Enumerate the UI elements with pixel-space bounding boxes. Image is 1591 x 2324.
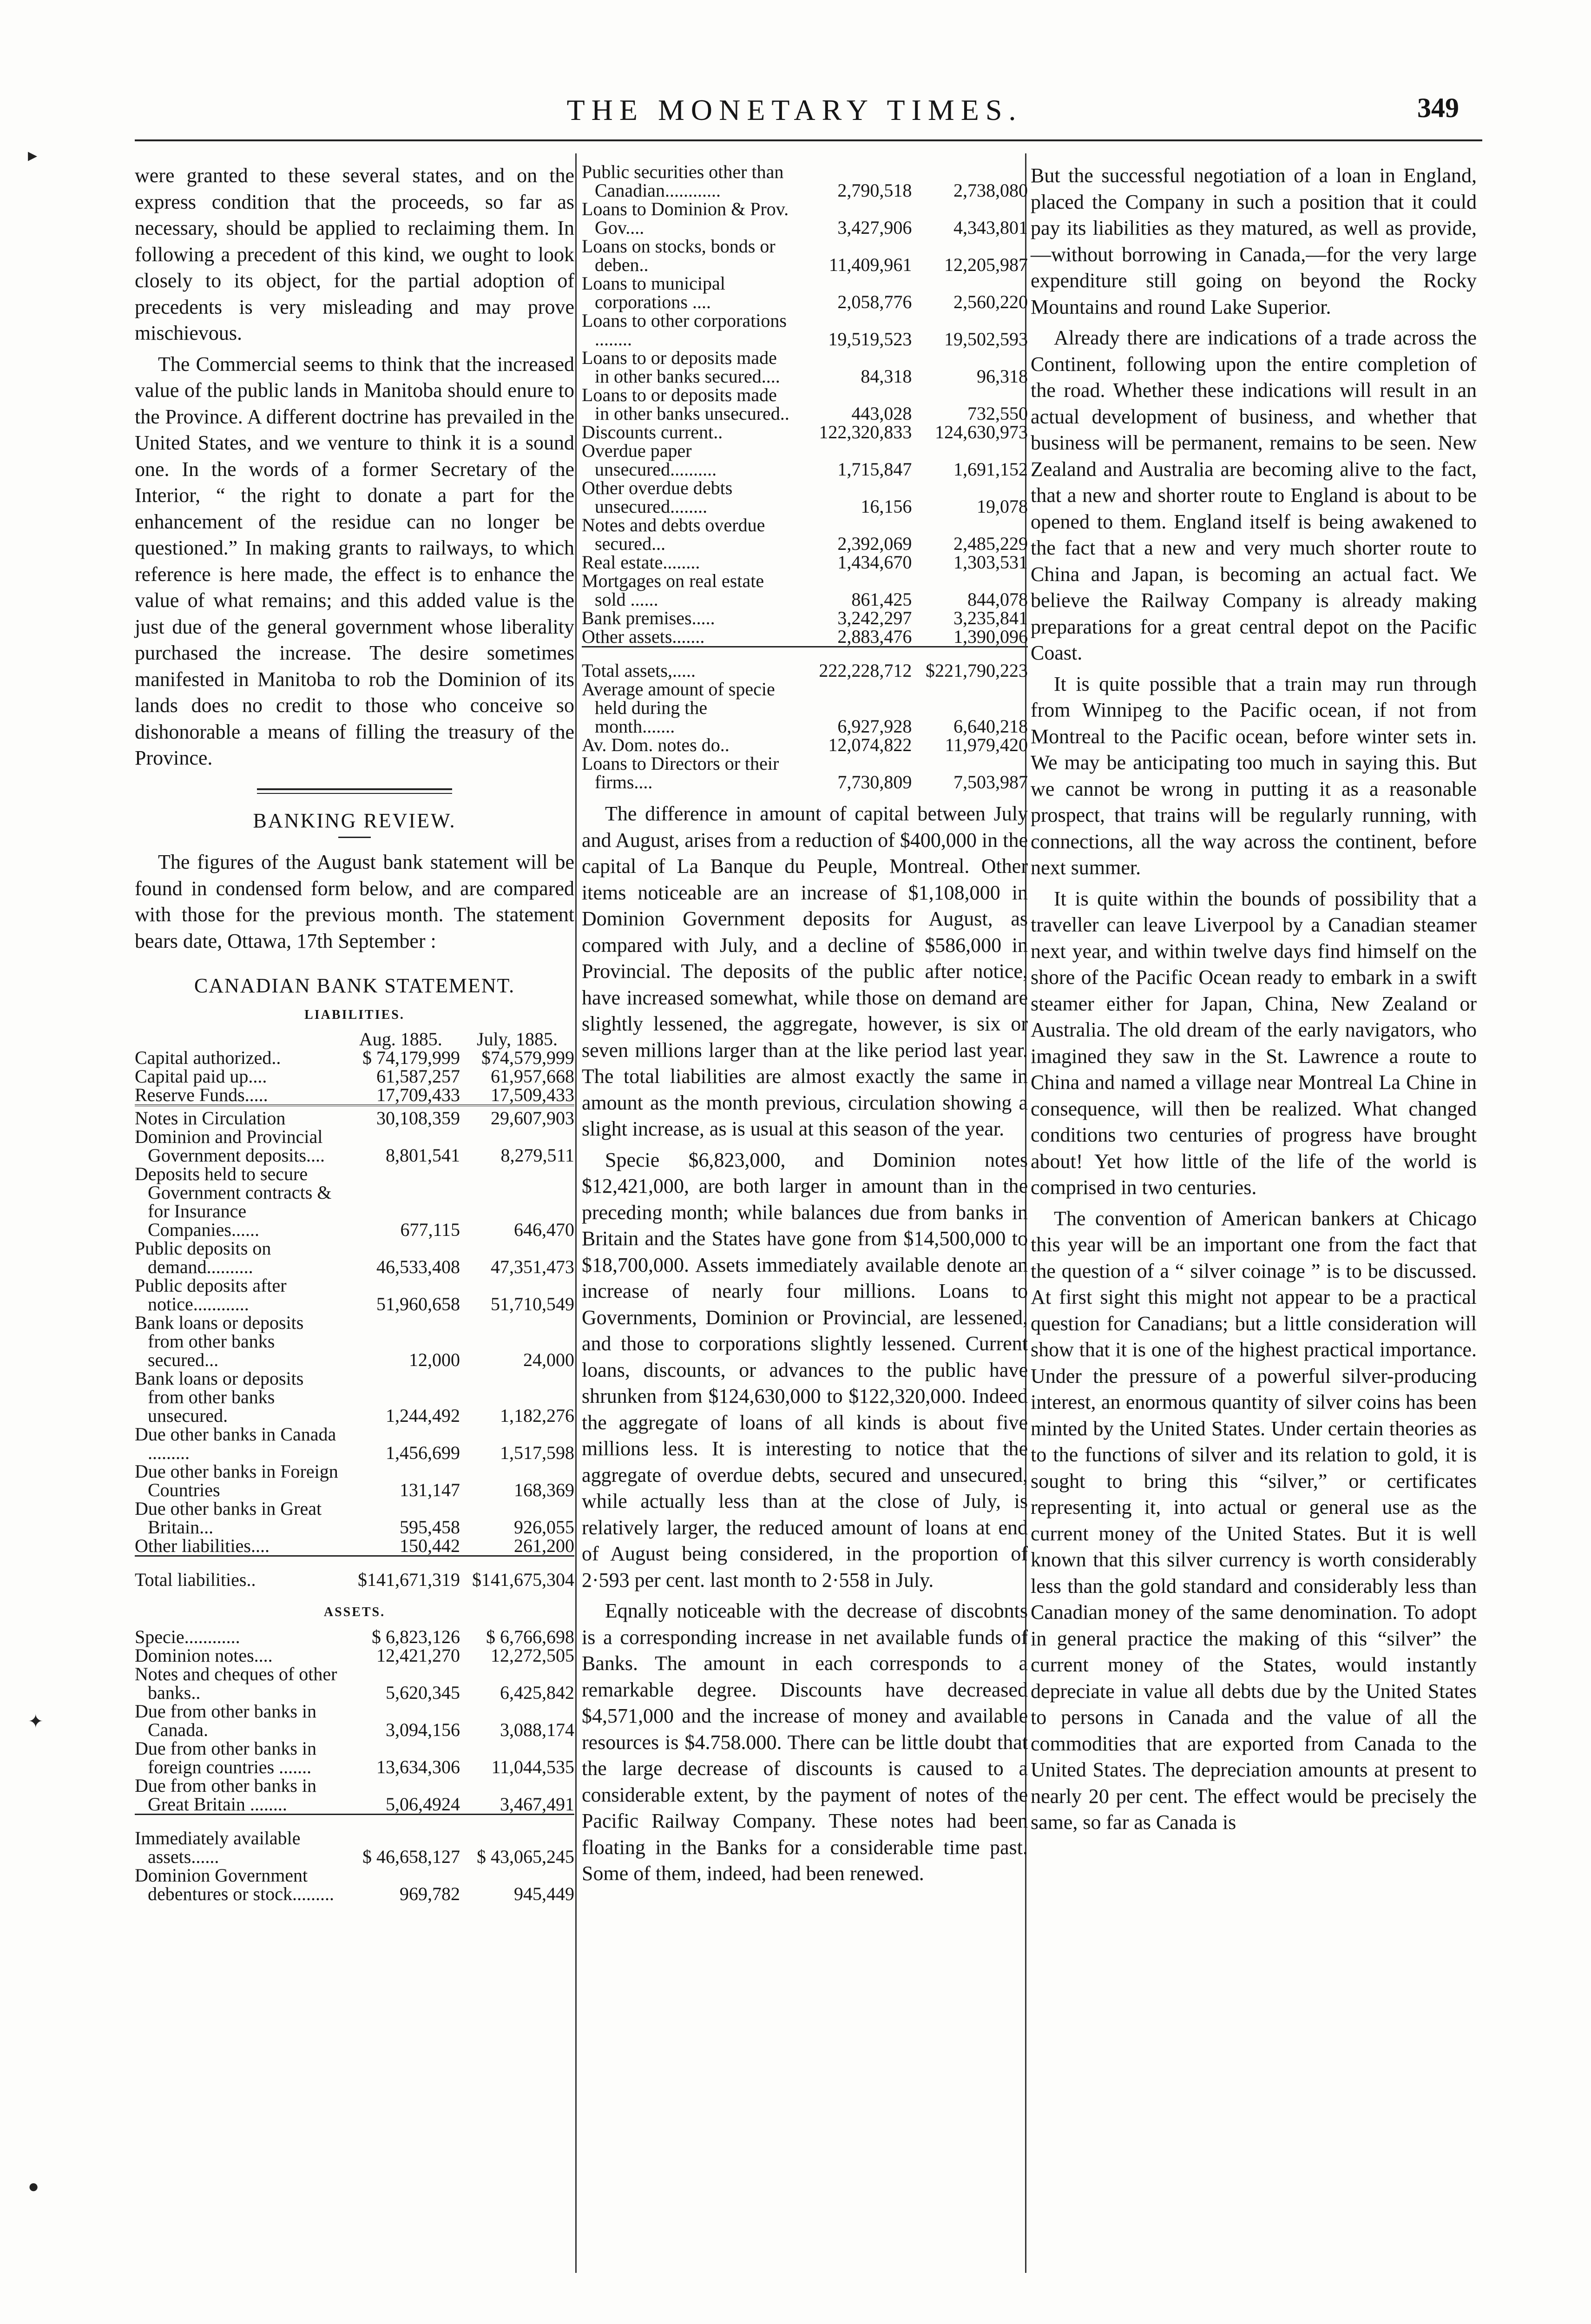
value-jul: $ 6,766,698 xyxy=(486,1626,574,1647)
value-aug: 5,620,345 xyxy=(386,1682,460,1703)
row-label: Dominion notes.... xyxy=(135,1644,273,1666)
row-label: Due from other banks in foreign countries ....... xyxy=(135,1737,317,1777)
assets-heading: ASSETS. xyxy=(323,1605,386,1619)
value-jul: 1,182,276 xyxy=(500,1405,574,1426)
value-aug: 1,456,699 xyxy=(386,1442,460,1463)
assets-table-part1 xyxy=(135,1628,574,1903)
table-row xyxy=(135,1086,574,1105)
article-paragraph: The convention of American bankers at Chicago this year will be an important one from the fact that the question of a “ silver coinage ” is to be discussed. At first sight this might not appear to be a practical question for Canadians; but a little consideration will show that it is one of the highest practical importance. Under the pressure of a powerful silver-producing interest, an enormous quantity of silver coins has been minted by the United States. Under certain theories as to the functions of silver and its relation to gold, it is sought to bring this “silver,” or certificates representing it, into actual or general use as the current money of the United States. But it is well known that this silver currency is worth considerably less than the gold standard and considerably less than Canadian money of the same denomination. To adopt in general practice the making of this “silver” the current money of the States, would instantly depreciate in value all debts due by the United States to persons in Canada and the value of all the commodities that are exported from Canada to the United States. The depreciation amounts at present to nearly 20 per cent. The effect would be precisely the same, so far as Canada is xyxy=(1031,1207,1477,1834)
value-jul: $74,579,999 xyxy=(481,1047,574,1068)
value-jul: $141,675,304 xyxy=(460,1556,574,1590)
row-label: Loans to Dominion & Prov. Gov.... xyxy=(582,198,789,238)
margin-mark-bottom: ● xyxy=(28,2176,39,2197)
article-paragraph: It is quite possible that a train may run through from Winnipeg to the Pacific ocean, if not from Montreal to the Pacific ocean, before winter sets in. We may be anticipating too much in saying this. But we cannot be wrong in putting it as a reasonable prospect, that trains will be regularly running, with connections, all the way across the continent, before next summer. xyxy=(1031,672,1477,879)
value-jul: 47,351,473 xyxy=(491,1256,574,1277)
row-label: Average amount of specie held during the month....... xyxy=(582,679,775,737)
row-label: Reserve Funds..... xyxy=(135,1084,268,1105)
table-row xyxy=(582,627,1028,647)
margin-mark-middle: ✦ xyxy=(28,1711,44,1732)
value-jul: 3,088,174 xyxy=(500,1719,574,1740)
table-header-row xyxy=(135,1030,574,1049)
table-row xyxy=(582,516,1028,553)
value-aug: 2,790,518 xyxy=(837,180,912,201)
header-jul: July, 1885. xyxy=(476,1029,558,1050)
row-label: Loans on stocks, bonds or deben.. xyxy=(582,236,776,275)
table-row xyxy=(582,647,1028,680)
table-row xyxy=(582,200,1028,237)
table-row xyxy=(582,553,1028,572)
value-aug: 3,242,297 xyxy=(837,607,912,628)
table-row xyxy=(582,572,1028,609)
value-jul: 11,979,420 xyxy=(945,734,1028,755)
value-jul: 926,055 xyxy=(514,1517,574,1538)
article-paragraph: were granted to these several states, and on the express condition that the proceeds, so far as necessary, should be applied to reclaiming them. In following a precedent of this kind, we ought to look closely to its object, for the partial adoption of precedents is very misleading and may prove mischievous. xyxy=(135,164,574,344)
row-label: Other liabilities.... xyxy=(135,1535,270,1556)
table-row xyxy=(135,1866,574,1903)
value-aug: 3,094,156 xyxy=(386,1719,460,1740)
row-label: Capital authorized.. xyxy=(135,1047,281,1068)
table-row xyxy=(582,163,1028,200)
row-label: Immediately available assets...... xyxy=(135,1814,342,1866)
value-aug: 1,434,670 xyxy=(837,552,912,573)
table-row xyxy=(135,1556,574,1590)
value-aug: 17,709,433 xyxy=(376,1084,460,1105)
value-aug: 677,115 xyxy=(400,1219,460,1240)
table-row xyxy=(582,442,1028,479)
value-jul: 1,517,598 xyxy=(500,1442,574,1463)
value-jul: 12,205,987 xyxy=(944,254,1028,275)
value-aug: $ 46,658,127 xyxy=(342,1814,460,1866)
table-row xyxy=(582,423,1028,442)
value-jul: 732,550 xyxy=(967,403,1028,424)
margin-mark-top: ▸ xyxy=(28,145,38,165)
table-row xyxy=(582,386,1028,423)
table-row xyxy=(582,680,1028,736)
assets-table-part2 xyxy=(582,163,1028,792)
row-label: Capital paid up.... xyxy=(135,1066,267,1087)
value-aug: 5,06,4924 xyxy=(386,1793,460,1815)
value-jul: 51,710,549 xyxy=(491,1294,574,1314)
value-aug: 2,058,776 xyxy=(837,291,912,312)
value-aug: 11,409,961 xyxy=(828,254,912,275)
value-jul: 8,279,511 xyxy=(500,1145,574,1166)
row-label: Notes and cheques of other banks.. xyxy=(135,1663,337,1703)
row-label: Specie............ xyxy=(135,1626,240,1647)
value-aug: 3,427,906 xyxy=(837,217,912,238)
value-jul: 261,200 xyxy=(514,1535,574,1556)
value-jul: 646,470 xyxy=(514,1219,574,1240)
value-aug: $ 74,179,999 xyxy=(362,1047,460,1068)
table-row xyxy=(135,1067,574,1086)
value-aug: 222,228,712 xyxy=(791,647,912,680)
value-jul: 6,425,842 xyxy=(500,1682,574,1703)
table-row xyxy=(582,479,1028,516)
table-row xyxy=(582,274,1028,311)
value-aug: 2,883,476 xyxy=(837,626,912,647)
value-jul: 124,630,973 xyxy=(935,422,1028,442)
value-jul: $221,790,223 xyxy=(912,647,1028,680)
row-label: Loans to other corporations ........ xyxy=(582,310,787,350)
value-aug: 46,533,408 xyxy=(376,1256,460,1277)
table-row xyxy=(582,754,1028,792)
row-label: Loans to or deposits made in other banks secured.... xyxy=(582,347,780,387)
value-jul: 2,560,220 xyxy=(953,291,1028,312)
value-jul: $ 43,065,245 xyxy=(460,1814,574,1866)
value-jul: 844,078 xyxy=(967,589,1028,610)
value-jul: 2,738,080 xyxy=(953,180,1028,201)
row-label: Due from other banks in Canada. xyxy=(135,1700,317,1740)
column-3 xyxy=(1031,163,1477,1841)
row-label: Due other banks in Foreign Countries xyxy=(135,1461,338,1500)
value-jul: 4,343,801 xyxy=(953,217,1028,238)
table-row xyxy=(135,1276,574,1314)
row-label: Other overdue debts unsecured........ xyxy=(582,477,733,517)
value-jul: 168,369 xyxy=(514,1479,574,1500)
row-label: Other assets....... xyxy=(582,626,705,647)
table-row xyxy=(135,1537,574,1556)
row-label: Total liabilities.. xyxy=(135,1556,342,1590)
row-label: Due other banks in Great Britain... xyxy=(135,1498,322,1538)
header-aug: Aug. 1885. xyxy=(359,1029,442,1050)
table-row xyxy=(135,1739,574,1776)
value-aug: 12,074,822 xyxy=(828,734,912,755)
intro-paragraph: The figures of the August bank statement will be found in condensed form below, and are compared with those for the previous month. The statement bears date, Ottawa, 17th September : xyxy=(135,851,574,952)
row-label: Overdue paper unsecured.......... xyxy=(582,440,717,480)
value-aug: 969,782 xyxy=(400,1883,460,1904)
row-label: Due from other banks in Great Britain ........ xyxy=(135,1775,317,1815)
value-aug: 150,442 xyxy=(400,1535,460,1556)
article-paragraph: It is quite within the bounds of possibility that a traveller can leave Liverpool by a Canadian steamer next year, and within twelve days find himself on the shore of the Pacific Ocean ready to embark in a swift steamer either for Japan, China, New Zealand or Australia. The old dream of the early navigators, who imagined they saw in the St. Lawrence a route to China and named a village near Montreal La Chine in consequence, will then be realized. What changed conditions two centuries of progress have brought about! Yet how little of the life of the world is comprised in two centuries. xyxy=(1031,887,1477,1199)
row-label: Bank loans or deposits from other banks secured... xyxy=(135,1312,304,1370)
table-row xyxy=(135,1665,574,1702)
table-row xyxy=(582,349,1028,386)
value-aug: 122,320,833 xyxy=(819,422,912,442)
value-jul: 6,640,218 xyxy=(953,716,1028,737)
value-jul: 19,502,593 xyxy=(944,329,1028,350)
row-label: Dominion and Provincial Government deposits.... xyxy=(135,1126,325,1166)
row-label: Notes in Circulation xyxy=(135,1105,342,1128)
column-1 xyxy=(135,163,574,1903)
title-rule xyxy=(338,837,371,838)
value-aug: 12,000 xyxy=(409,1349,460,1370)
value-aug: 30,108,359 xyxy=(342,1105,460,1128)
header-rule xyxy=(135,139,1482,141)
value-aug: $ 6,823,126 xyxy=(372,1626,460,1647)
value-jul: 29,607,903 xyxy=(460,1105,574,1128)
row-label: Public deposits on demand.......... xyxy=(135,1238,271,1277)
value-aug: 8,801,541 xyxy=(386,1145,460,1166)
article-paragraph: Specie $6,823,000, and Dominion notes $12,421,000, are both larger in amount than in the preceding month; while balances due from banks in Britain and the States have gone from $14,500,000 to $18,700,000. Assets immediately available denote an increase of nearly four millions. Loans to Governments, Dominion or Provincial, are lessened, and those to corporations slightly lessened. Current loans, discounts, or advances to the public have shrunken from $124,630,000 to $122,320,000. Indeed the aggregate of loans of all kinds is about five millions less. It is interesting to notice that the aggregate of overdue debts, secured and unsecured, while actually less than at the close of July, is relatively larger, the reduced amount of loans at end of August being considered, in the proportion of 2·593 per cent. last month to 2·558 in July. xyxy=(582,1148,1028,1591)
statement-title: CANADIAN BANK STATEMENT. xyxy=(194,974,515,997)
column-rule-1 xyxy=(575,153,577,2273)
article-paragraph: Eqnally noticeable with the decrease of discobnts is a corresponding increase in net available funds of Banks. The amount in each corresponds to a remarkable degree. Discounts have decreased $4,571,000 and the increase of money and available resources is $4.758.000. There can be little doubt that the large decrease of discounts is caused to a considerable extent, by the payment of notes of the Pacific Railway Company. These notes had been floating in the Banks for a considerable time past. Some of them, indeed, had been renewed. xyxy=(582,1599,1028,1885)
table-row xyxy=(135,1128,574,1165)
table-row xyxy=(135,1239,574,1276)
value-aug: 443,028 xyxy=(851,403,912,424)
row-label: Bank premises..... xyxy=(582,607,715,628)
value-aug: 16,156 xyxy=(861,496,912,517)
table-row xyxy=(135,1646,574,1665)
value-jul: 2,485,229 xyxy=(953,533,1028,554)
table-row xyxy=(582,311,1028,349)
row-label: Dominion Government debentures or stock......... xyxy=(135,1864,335,1904)
table-row xyxy=(582,237,1028,274)
value-jul: 19,078 xyxy=(977,496,1028,517)
table-row xyxy=(582,609,1028,627)
value-aug: 1,715,847 xyxy=(837,459,912,480)
value-aug: 595,458 xyxy=(400,1517,460,1538)
value-aug: 19,519,523 xyxy=(828,329,912,350)
table-row xyxy=(135,1462,574,1499)
table-row xyxy=(135,1702,574,1739)
value-jul: 3,235,841 xyxy=(953,607,1028,628)
value-jul: 11,044,535 xyxy=(491,1756,574,1777)
section-title: BANKING REVIEW. xyxy=(253,809,456,832)
value-jul: 3,467,491 xyxy=(500,1793,574,1815)
table-row xyxy=(135,1425,574,1462)
value-jul: 96,318 xyxy=(977,366,1028,387)
value-aug: 61,587,257 xyxy=(376,1066,460,1087)
value-aug: 13,634,306 xyxy=(376,1756,460,1777)
table-row xyxy=(582,736,1028,754)
value-aug: 7,730,809 xyxy=(837,772,912,792)
row-label: Loans to or deposits made in other banks unsecured.. xyxy=(582,384,789,424)
row-label: Bank loans or deposits from other banks unsecured. xyxy=(135,1368,304,1426)
row-label: Av. Dom. notes do.. xyxy=(582,734,730,755)
row-label: Public securities other than Canadian............ xyxy=(582,161,784,201)
liabilities-table xyxy=(135,1030,574,1589)
table-row xyxy=(135,1105,574,1128)
table-row xyxy=(135,1776,574,1815)
row-label: Real estate........ xyxy=(582,552,700,573)
value-aug: 6,927,928 xyxy=(837,716,912,737)
value-aug: 2,392,069 xyxy=(837,533,912,554)
table-row xyxy=(135,1049,574,1067)
row-label: Total assets,..... xyxy=(582,647,791,680)
value-aug: 861,425 xyxy=(851,589,912,610)
value-jul: 1,390,096 xyxy=(953,626,1028,647)
row-label: Due other banks in Canada ......... xyxy=(135,1424,336,1463)
table-row xyxy=(135,1814,574,1866)
row-label: Public deposits after notice............ xyxy=(135,1275,287,1314)
row-label: Discounts current.. xyxy=(582,422,723,442)
table-row xyxy=(135,1628,574,1646)
value-aug: $141,671,319 xyxy=(342,1556,460,1590)
table-row xyxy=(135,1369,574,1425)
table-row xyxy=(135,1165,574,1239)
section-divider xyxy=(257,788,452,794)
article-paragraph: The Commercial seems to think that the increased value of the public lands in Manitoba should enure to the Province. A different doctrine has prevailed in the United States, and we venture to think it is a sound one. In the words of a former Secretary of the Interior, “ the right to donate a part for the enhancement of the residue can no longer be questioned.” In making grants to railways, to which reference is here made, the effect is to enhance the value of what remains; and this added value is the just due of the general government whose liberality purchased the increase. The desire sometimes manifested in Manitoba to rob the Dominion of its lands does no credit to those who conceive so dishonorable a means of filling the treasury of the Province. xyxy=(135,352,574,769)
value-aug: 1,244,492 xyxy=(386,1405,460,1426)
liabilities-heading: LIABILITIES. xyxy=(304,1007,405,1022)
value-jul: 12,272,505 xyxy=(491,1644,574,1666)
value-jul: 17,509,433 xyxy=(491,1084,574,1105)
masthead-title: THE MONETARY TIMES. xyxy=(566,93,1023,126)
row-label: Notes and debts overdue secured... xyxy=(582,515,765,554)
article-paragraph: But the successful negotiation of a loan in England, placed the Company in such a position that it could pay its liabilities as they matured, as well as provide,—without borrowing in Canada,—for the very large expenditure still going on beyond the Rocky Mountains and round Lake Superior. xyxy=(1031,164,1477,318)
value-aug: 84,318 xyxy=(861,366,912,387)
row-label: Loans to municipal corporations .... xyxy=(582,273,725,312)
value-jul: 7,503,987 xyxy=(953,772,1028,792)
value-jul: 1,691,152 xyxy=(953,459,1028,480)
table-row xyxy=(135,1314,574,1369)
table-row xyxy=(135,1499,574,1537)
value-jul: 61,957,668 xyxy=(491,1066,574,1087)
column-2 xyxy=(582,163,1028,1892)
row-label: Loans to Directors or their firms.... xyxy=(582,753,779,792)
row-label: Deposits held to secure Government contracts & for Insurance Companies...... xyxy=(135,1163,332,1240)
value-aug: 51,960,658 xyxy=(376,1294,460,1314)
value-jul: 1,303,531 xyxy=(953,552,1028,573)
value-aug: 131,147 xyxy=(400,1479,460,1500)
page-number: 349 xyxy=(1417,92,1459,123)
article-paragraph: The difference in amount of capital between July and August, arises from a reduction of $400,000 in the capital of La Banque du Peuple, Montreal. Other items noticeable are an increase of $1,108,000 in Dominion Government deposits for August, as compared with July, and a decline of $586,000 in Provincial. The deposits of the public after notice, have increased somewhat, while those on demand are slightly lessened, the aggregate, however, is six or seven millions larger than at the like period last year. The total liabilities are almost exactly the same in amount as the month previous, circulation showing a slight increase, as is usual at this season of the year. xyxy=(582,802,1028,1140)
value-jul: 24,000 xyxy=(523,1349,574,1370)
value-aug: 12,421,270 xyxy=(376,1644,460,1666)
row-label: Mortgages on real estate sold ...... xyxy=(582,570,764,610)
value-jul: 945,449 xyxy=(514,1883,574,1904)
article-paragraph: Already there are indications of a trade across the Continent, following upon the entire completion of the road. Whether these indications will result in an actual development of business, and whether that business will be permanent, remains to be seen. New Zealand and Australia are becoming alive to the fact, that a new and shorter route to England is about to be opened to them. England itself is being awakened to the fact that a new and very much shorter route to China and Japan, is becoming an actual fact. We believe the Railway Company is already making preparations for a great central depot on the Pacific Coast. xyxy=(1031,326,1477,664)
